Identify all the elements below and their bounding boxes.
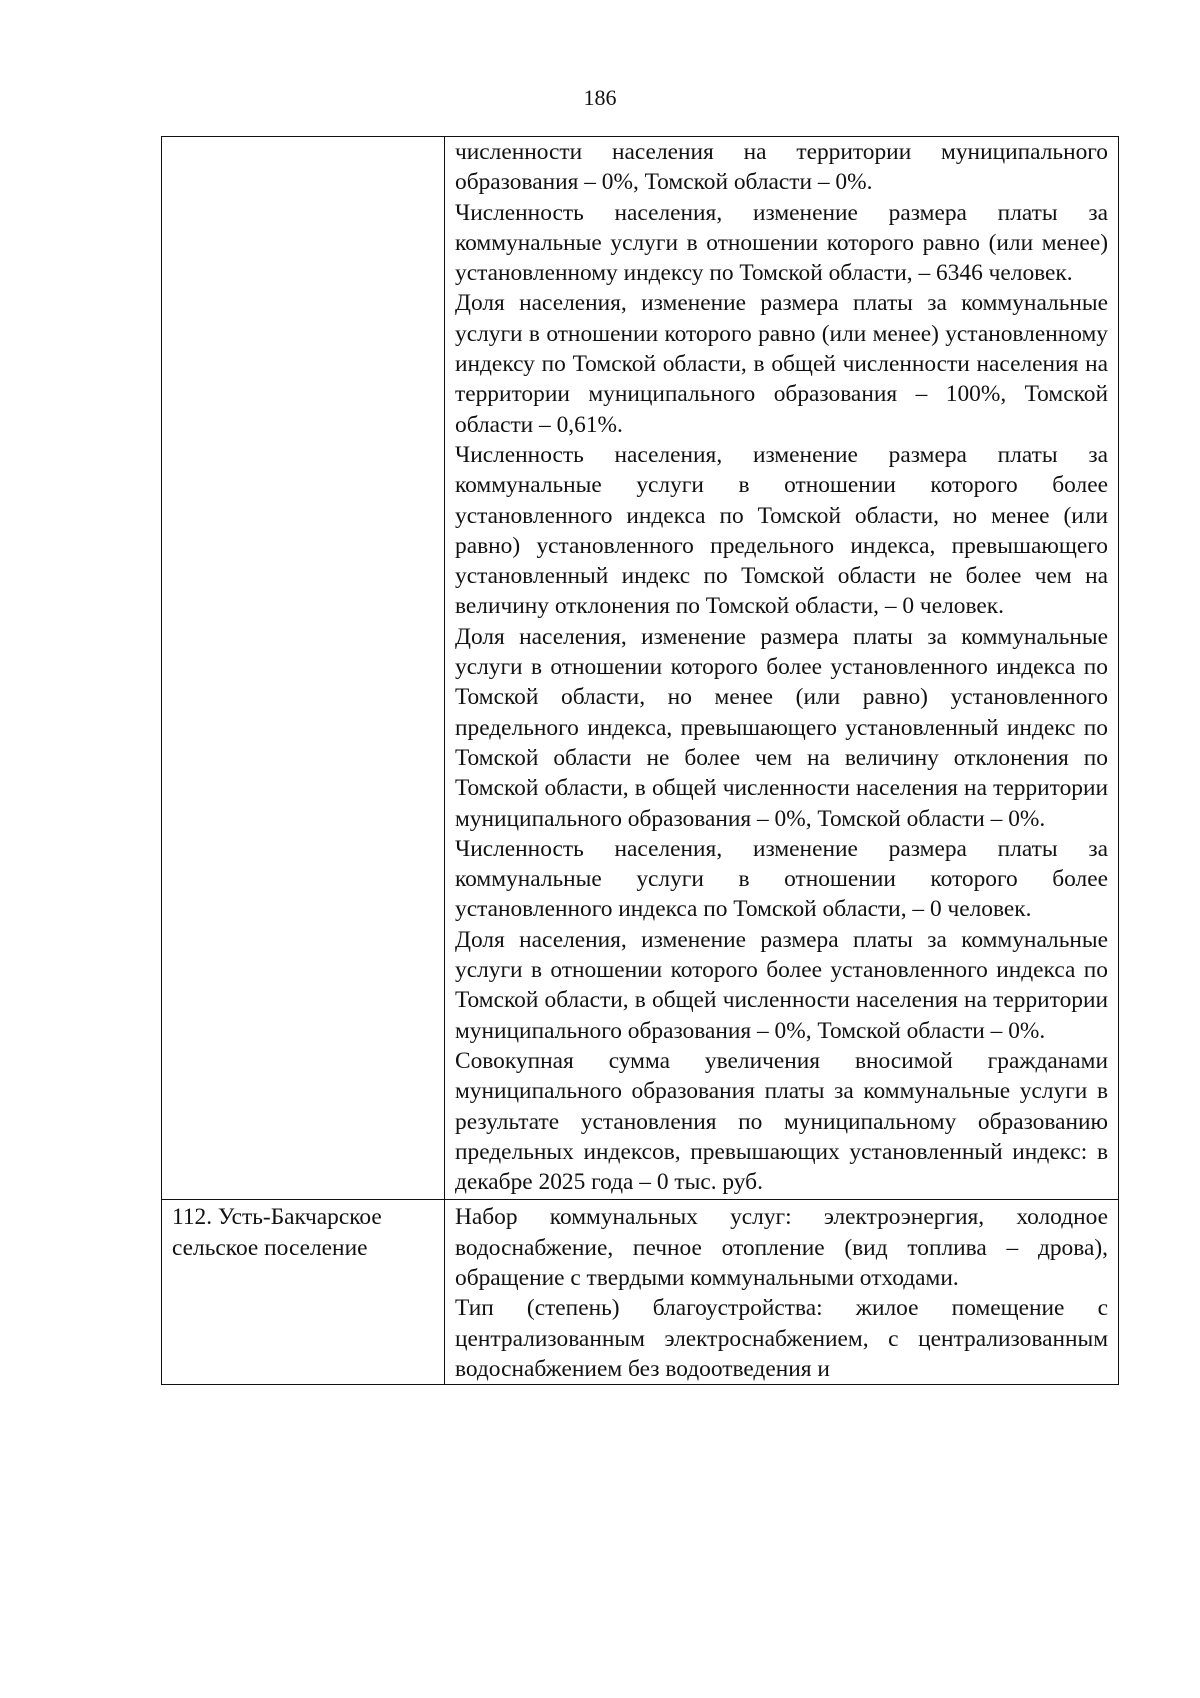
municipality-name-cell: 112. Усть-Бакчарское сельское поселение xyxy=(162,1200,445,1385)
paragraph: Набор коммунальных услуг: электроэнергия, холодное водоснабжение, печное отопление (вид топлива – дрова), обращение с твердыми коммунальными отходами. xyxy=(455,1204,1108,1291)
paragraph: Численность населения, изменение размера платы за коммунальные услуги в отношении которого равно (или менее) установленному индексу по Томской области, – 6346 человек. xyxy=(455,199,1108,287)
table-row xyxy=(162,1200,1119,1385)
page-number: 186 xyxy=(583,85,617,110)
table-row xyxy=(162,137,1119,1200)
paragraph: Тип (степень) благоустройства: жилое помещение с централизованным электроснабжением, с централизованным водоснабжением без водоотведения и xyxy=(455,1295,1108,1382)
description-cell xyxy=(445,137,1119,1200)
paragraph: Численность населения, изменение размера платы за коммунальные услуги в отношении которого более установленного индекса по Томской области, – 0 человек. xyxy=(455,835,1108,923)
paragraph: Совокупная сумма увеличения вносимой гражданами муниципального образования платы за коммунальные услуги в результате установления по муниципальному образованию предельных индексов, превышающих установленный индекс: в декабре 2025 года – 0 тыс. руб. xyxy=(455,1047,1108,1196)
municipality-table xyxy=(161,136,1119,1385)
paragraph: численности населения на территории муниципального образования – 0%, Томской области – 0%. xyxy=(455,139,1108,196)
paragraph: Доля населения, изменение размера платы за коммунальные услуги в отношении которого равно (или менее) установленному индексу по Томской области, в общей численности населения на территории муниципального образования – 100%, Томской области – 0,61%. xyxy=(455,290,1108,438)
paragraph: Доля населения, изменение размера платы за коммунальные услуги в отношении которого более установленного индекса по Томской области, но менее (или равно) установленного предельного индекса, превышающего установленный индекс по Томской области не более чем на величину отклонения по Томской области, в общей численности населения на территории муниципального образования – 0%, Томской области – 0%. xyxy=(455,623,1108,832)
description-cell xyxy=(445,1200,1119,1385)
paragraph: Доля населения, изменение размера платы за коммунальные услуги в отношении которого более установленного индекса по Томской области, в общей численности населения на территории муниципального образования – 0%, Томской области – 0%. xyxy=(455,926,1108,1044)
municipality-name-cell xyxy=(162,137,445,1200)
paragraph: Численность населения, изменение размера платы за коммунальные услуги в отношении которого более установленного индекса по Томской области, но менее (или равно) установленного предельного индекса, превышающего установленный индекс по Томской области не более чем на величину отклонения по Томской области, – 0 человек. xyxy=(455,441,1108,620)
